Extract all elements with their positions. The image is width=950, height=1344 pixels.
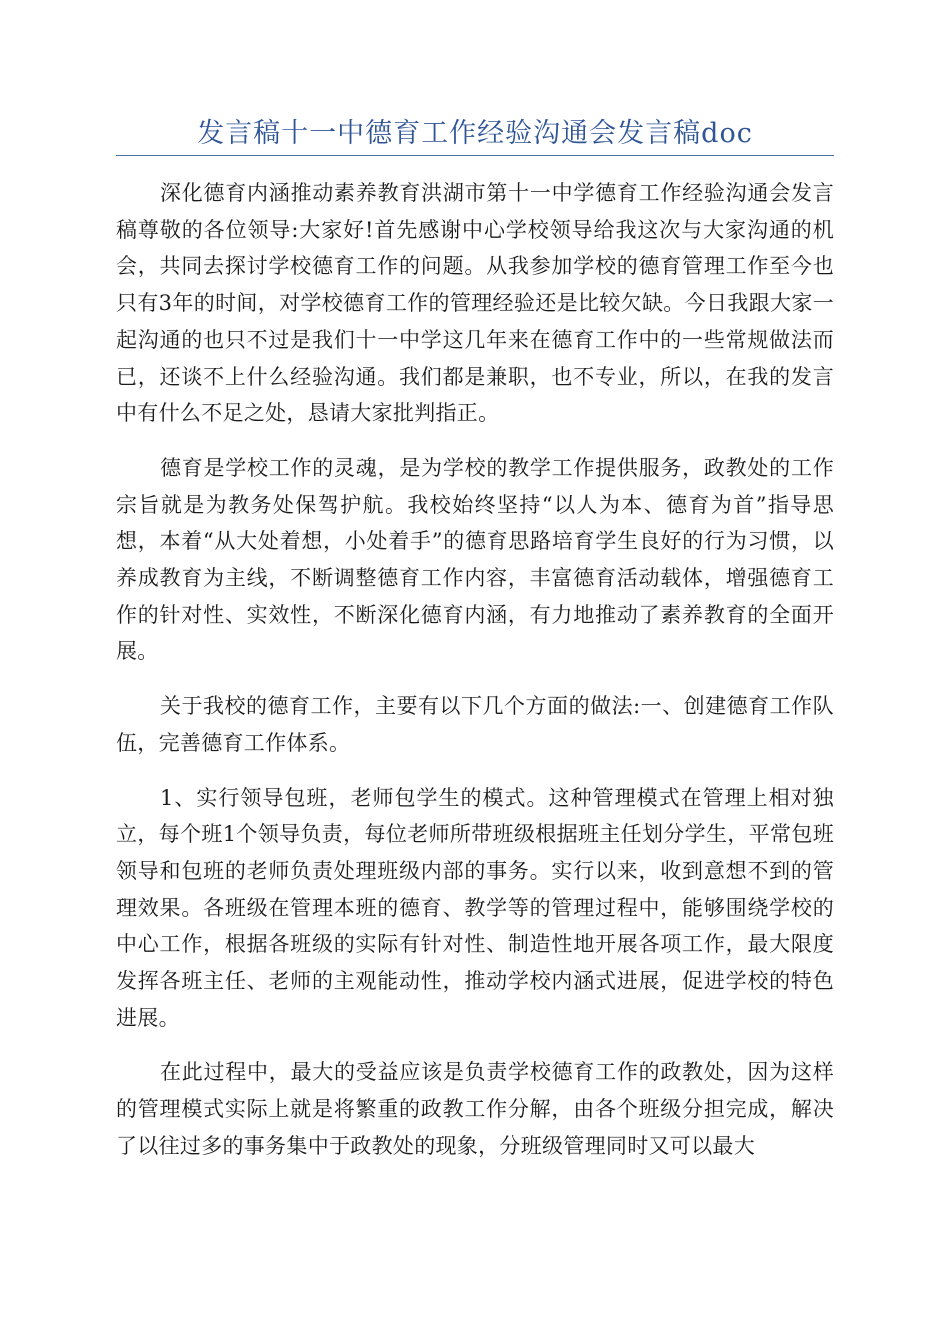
paragraph-methods: 关于我校的德育工作，主要有以下几个方面的做法:一、创建德育工作队伍，完善德育工作体系。 (116, 694, 834, 755)
paragraph-item-1: 1、实行领导包班，老师包学生的模式。这种管理模式在管理上相对独立，每个班1个领导负责，每位老师所带班级根据班主任划分学生，平常包班领导和包班的老师负责处理班级内部的事务。实行以来，收到意想不到的管理效果。各班级在管理本班的德育、教学等的管理过程中，能够围绕学校的中心工作，根据各班级的实际有针对性、制造性地开展各项工作，最大限度发挥各班主任、老师的主观能动性，推动学校内涵式进展，促进学校的特色进展。 (116, 785, 834, 1030)
title-underline (116, 155, 834, 156)
paragraph-intro: 深化德育内涵推动素养教育洪湖市第十一中学德育工作经验沟通会发言稿尊敬的各位领导:大家好!首先感谢中心学校领导给我这次与大家沟通的机会，共同去探讨学校德育工作的问题。从我参加学校的德育管理工作至今也只有3年的时间，对学校德育工作的管理经验还是比较欠缺。今日我跟大家一起沟通的也只不过是我们十一中学这几年来在德育工作中的一些常规做法而已，还谈不上什么经验沟通。我们都是兼职，也不专业，所以，在我的发言中有什么不足之处，恳请大家批判指正。 (116, 181, 834, 426)
document-title: 发言稿十一中德育工作经验沟通会发言稿doc (197, 118, 753, 149)
document-body (116, 175, 834, 1183)
paragraph-moral-education: 德育是学校工作的灵魂，是为学校的教学工作提供服务，政教处的工作宗旨就是为教务处保驾护航。我校始终坚持“以人为本、德育为首”指导思想，本着“从大处着想，小处着手”的德育思路培育学生良好的行为习惯，以养成教育为主线，不断调整德育工作内容，丰富德育活动载体，增强德育工作的针对性、实效性，不断深化德育内涵，有力地推动了素养教育的全面开展。 (116, 455, 834, 664)
paragraph-benefits: 在此过程中，最大的受益应该是负责学校德育工作的政教处，因为这样的管理模式实际上就是将繁重的政教工作分解，由各个班级分担完成，解决了以往过多的事务集中于政教处的现象，分班级管理同时又可以最大 (116, 1060, 834, 1158)
